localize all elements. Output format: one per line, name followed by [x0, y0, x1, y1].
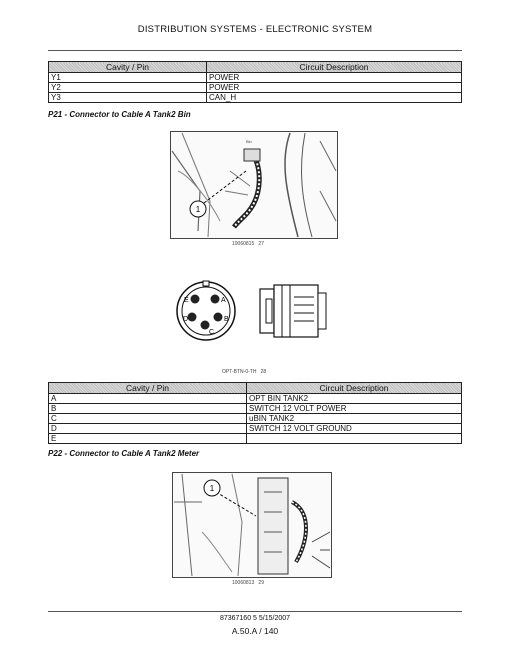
cavity-cell: Y2 [49, 83, 207, 93]
pin-label-d: D [183, 316, 189, 323]
cavity-cell: B [49, 404, 247, 414]
pin-label-a: A [221, 297, 226, 304]
svg-text:Bin: Bin [246, 139, 252, 144]
cavity-cell: A [49, 394, 247, 404]
callout-1: 1 [195, 205, 201, 214]
table-header-circuit: Circuit Description [207, 62, 462, 73]
pin-label-e: E [184, 297, 189, 304]
footer-rule [48, 611, 462, 612]
figure-ref-29: 10060813 29 [232, 580, 264, 586]
header-rule [48, 50, 462, 51]
caption-p21: P21 - Connector to Cable A Tank2 Bin [48, 110, 191, 119]
table-row [49, 424, 462, 434]
table-header-cavity: Cavity / Pin [49, 383, 247, 394]
circuit-cell [247, 434, 462, 444]
circuit-cell: OPT BIN TANK2 [247, 394, 462, 404]
table-header-cavity: Cavity / Pin [49, 62, 207, 73]
circuit-cell: uBIN TANK2 [247, 414, 462, 424]
connector-photo-p21 [170, 131, 338, 244]
caption-p22: P22 - Connector to Cable A Tank2 Meter [48, 449, 200, 458]
document-number: 87367160 5 5/15/2007 [219, 615, 291, 622]
table-row [49, 404, 462, 414]
figure-ref-28: OPT-BTN-0-TH 28 [222, 369, 267, 375]
table-row [49, 83, 462, 93]
connector-diagram-p21 [170, 277, 330, 354]
table-header-circuit: Circuit Description [247, 383, 462, 394]
page-header: DISTRIBUTION SYSTEMS - ELECTRONIC SYSTEM [137, 24, 373, 35]
circuit-cell: SWITCH 12 VOLT GROUND [247, 424, 462, 434]
table-row [49, 394, 462, 404]
figure-ref-27: 10060815 27 [232, 241, 264, 247]
cavity-cell: Y1 [49, 73, 207, 83]
pin-label-c: C [209, 329, 215, 336]
cavity-cell: E [49, 434, 247, 444]
circuit-cell: POWER [207, 73, 462, 83]
cavity-cell: D [49, 424, 247, 434]
circuit-cell: POWER [207, 83, 462, 93]
callout-1: 1 [209, 484, 215, 493]
table-row [49, 73, 462, 83]
table-row [49, 93, 462, 103]
pin-table-1 [48, 61, 462, 103]
connector-photo-p22 [172, 472, 332, 583]
page-number: A.50.A / 140 [231, 626, 279, 636]
circuit-cell: SWITCH 12 VOLT POWER [247, 404, 462, 414]
cavity-cell: C [49, 414, 247, 424]
table-row [49, 434, 462, 444]
pin-label-b: B [224, 316, 229, 323]
circuit-cell: CAN_H [207, 93, 462, 103]
pin-table-2 [48, 382, 462, 444]
table-row [49, 414, 462, 424]
cavity-cell: Y3 [49, 93, 207, 103]
